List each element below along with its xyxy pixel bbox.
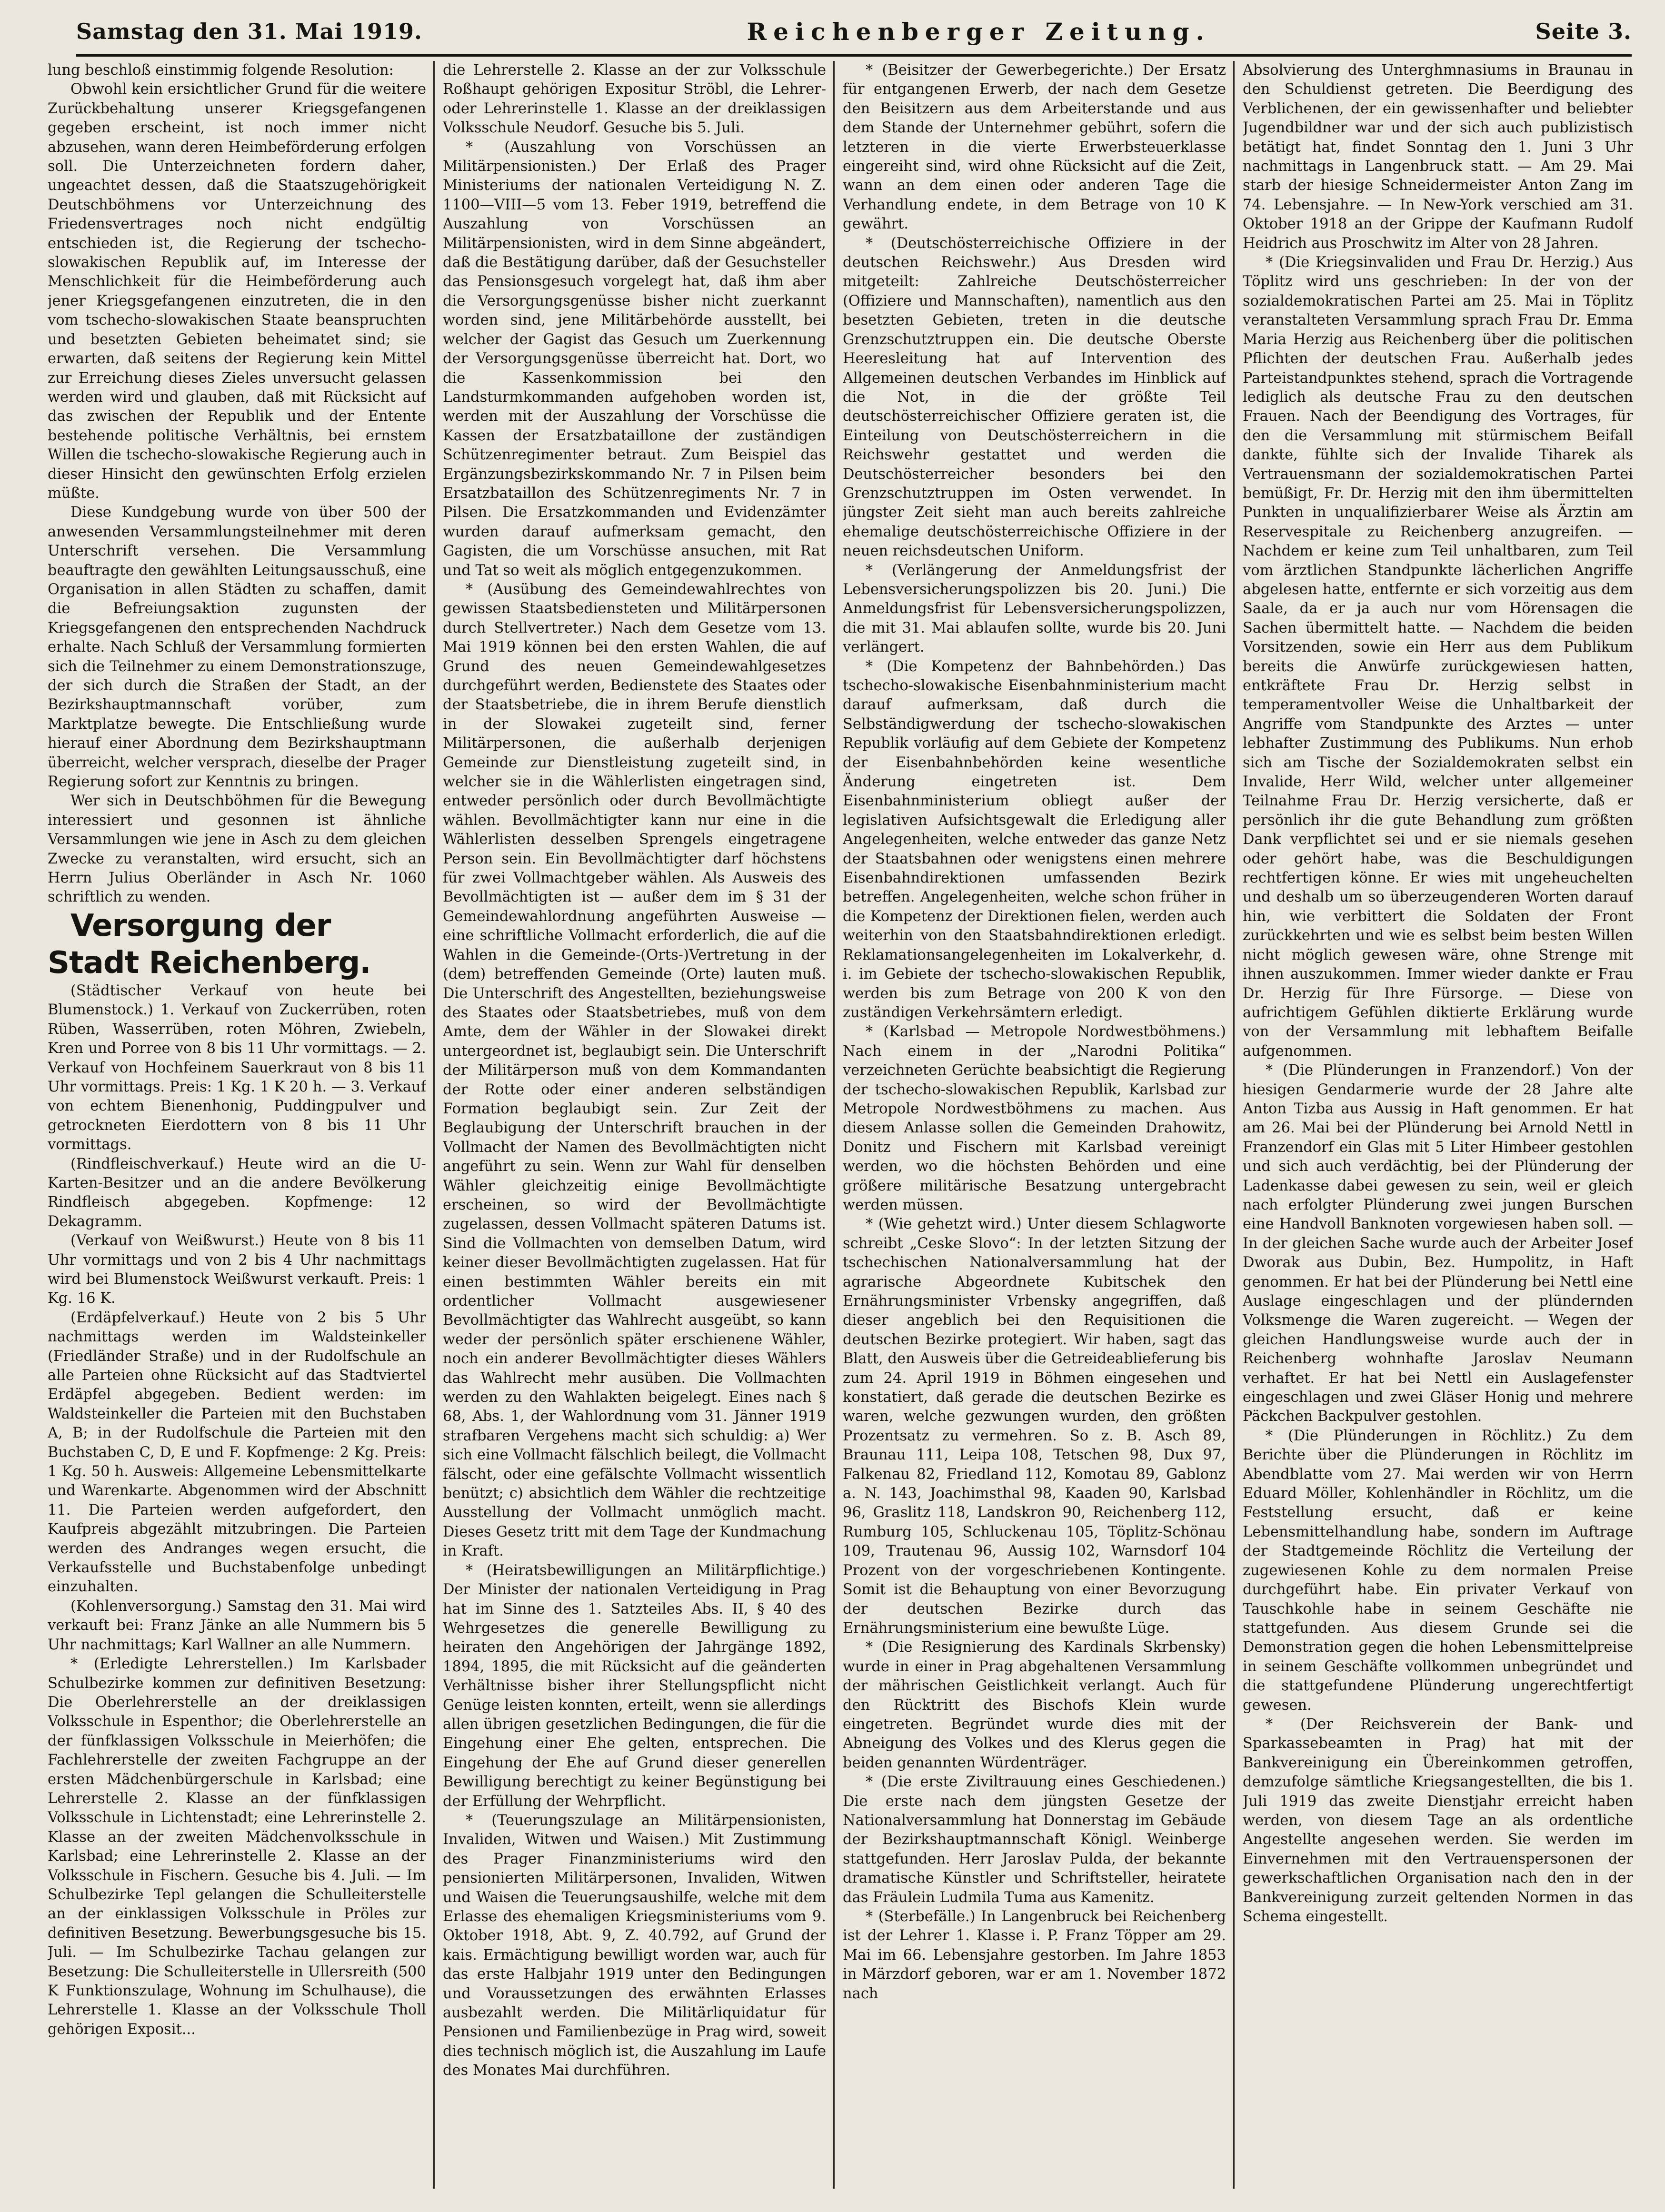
header-date: Samstag den 31. Mai 1919. bbox=[76, 19, 423, 44]
article-paragraph: * (Die Kriegsinvaliden und Frau Dr. Herzig.) Aus Töplitz wird uns geschrieben: In der von der sozialdemokratischen Partei am 25. Mai in Töplitz veranstalteten Versammlung sprach Frau Dr. Emma Maria Herzig aus Reichenberg über die politischen Pflichten der deutschen Frau. Außerhalb jedes Parteistandpunktes stehend, sprach die Vortragende lediglich als deutsche Frau zu den deutschen Frauen. Nach der Beendigung des Vortrages, für den die Versammlung mit stürmischem Beifall dankte, fühlte sich der Invalide Tiharek als Vertrauensmann der sozialdemokratischen Partei bemüßigt, Fr. Dr. Herzig mit den ihm übermittelten Punkten in unqualifizierbarer Weise als Ärztin am Reservespitale zu Reichenberg anzugreifen. — Nachdem er keine zum Teil unhaltbaren, zum Teil vom ärztlichen Standpunkte lächerlichen Angriffe abgelesen hatte, entfernte er sich vorzeitig aus dem Saale, da er ja auch nur vom Hörensagen die Sachen übermittelt hatte. — Nachdem die beiden Vorsitzenden, sowie ein Herr aus dem Publikum bereits die Anwürfe zurückgewiesen hatten, entkräftete Frau Dr. Herzig selbst in temperamentvoller Weise die Unhaltbarkeit der Angriffe vom Standpunkte des Arztes — unter lebhafter Zustimmung des Publikums. Nun erhob sich am Tische der Sozialdemokraten selbst ein Invalide, Herr Wild, welcher unter allgemeiner Teilnahme Frau Dr. Herzig versicherte, daß er persönlich ihr die gute Behandlung zum größten Dank verpflichtet sei und er sie niemals gesehen oder gehört habe, was die Beschuldigungen rechtfertigen könne. Er wies mit ungeheuchelten und deshalb um so überzeugenderen Worten darauf hin, wie verbittert die Soldaten der Front zurückkehrten und wie es selbst beim besten Willen nicht möglich gewesen wäre, ohne Strenge mit ihnen auszukommen. Immer wieder dankte er Frau Dr. Herzig für Ihre Fürsorge. — Diese von aufrichtigem Gefühlen diktierte Erklärung wurde von der Versammlung mit lebhaftem Beifalle aufgenommen. bbox=[1243, 254, 1633, 1060]
page-number: Seite 3. bbox=[1535, 19, 1632, 44]
newspaper-title: Reichenberger Zeitung. bbox=[747, 17, 1211, 46]
article-paragraph: (Kohlenversorgung.) Samstag den 31. Mai wird verkauft bei: Franz Jänke an alle Nummern bis 5 Uhr nachmittags; Karl Wallner an alle Nummern. bbox=[48, 1597, 426, 1653]
column-rule bbox=[433, 61, 435, 2189]
article-paragraph: die Lehrerstelle 2. Klasse an der zur Volksschule Roßhaupt gehörigen Expositur Ströbl, die Lehrer- oder Lehrerinstelle 1. Klasse an der dreiklassigen Volksschule Neudorf. Gesuche bis 5. Juli. bbox=[443, 62, 826, 137]
article-paragraph: (Verkauf von Weißwurst.) Heute von 8 bis 11 Uhr vormittags und von 2 bis 4 Uhr nachmittags wird bei Blumenstock Weißwurst verkauft. Preis: 1 Kg. 16 K. bbox=[48, 1232, 426, 1307]
page-header bbox=[76, 9, 1632, 57]
article-paragraph: * (Teuerungszulage an Militärpensionisten, Invaliden, Witwen und Waisen.) Mit Zustimmung des Prager Finanzministeriums wird den pensionierten Militärpersonen, Invaliden, Witwen und Waisen die Teuerungsaushilfe, welche mit dem Erlasse des ehemaligen Kriegsministeriums vom 9. Oktober 1918, Abt. 9, Z. 40.792, auf Grund der kais. Ermächtigung bewilligt worden war, auch für das erste Halbjahr 1919 unter den Bedingungen und Voraussetzungen des erwähnten Erlasses ausbezahlt werden. Die Militärliquidatur für Pensionen und Familienbezüge in Prag wird, soweit dies technisch möglich ist, die Auszahlung im Laufe des Monates Mai durchführen. bbox=[443, 1812, 826, 2079]
article-paragraph: * (Die Resignierung des Kardinals Skrbensky) wurde in einer in Prag abgehaltenen Versammlung der mährischen Geistlichkeit verlangt. Auch für den Rücktritt des Bischofs Klein wurde eingetreten. Begründet wurde dies mit der Abneigung des Volkes und des Klerus gegen die beiden genannten Würdenträger. bbox=[843, 1639, 1226, 1771]
article-paragraph: * (Ausübung des Gemeindewahlrechtes von gewissen Staatsbediensteten und Militärpersonen durch Stellvertreter.) Nach dem Gesetze vom 13. Mai 1919 können bei den ersten Wahlen, die auf Grund des neuen Gemeindewahlgesetzes durchgeführt werden, Bedienstete des Staates oder der Staatsbetriebe, die in ihrem Berufe dienstlich in der Slowakei zugeteilt sind, ferner Militärpersonen, die außerhalb derjenigen Gemeinde zur Dienstleistung zugeteilt sind, in welcher sie in die Wählerlisten eingetragen sind, entweder persönlich oder durch Bevollmächtigte wählen. Bevollmächtigter kann nur eine in die Wählerlisten desselben Sprengels eingetragene Person sein. Ein Bevollmächtigter darf höchstens für zwei Vollmachtgeber wählen. Als Ausweis des Bevollmächtigten ist — außer dem im § 31 der Gemeindewahlordnung angeführten Ausweise — eine schriftliche Vollmacht erforderlich, die auf die Wahlen in die Gemeinde-(Orts-)Vertretung in der (dem) betreffenden Gemeinde (Orte) lauten muß. Die Unterschrift des Angestellten, beziehungsweise des Staates oder Staatsbetriebes, muß von dem Amte, dem der Wähler in der Slowakei direkt untergeordnet ist, beglaubigt sein. Die Unterschrift der Militärperson muß von dem Kommandanten der Rotte oder einer anderen selbständigen Formation beglaubigt sein. Zur Zeit der Beglaubigung der Unterschrift brauchen in der Vollmacht der Namen des Bevollmächtigten nicht angeführt zu sein. Wenn zur Wahl für denselben Wähler gleichzeitig einige Bevollmächtigte erscheinen, so wird der Bevollmächtigte zugelassen, dessen Vollmacht späteren Datums ist. Sind die Vollmachten von demselben Datum, wird keiner dieser Bevollmächtigten zugelassen. Hat für einen bestimmten Wähler bereits ein mit ordentlicher Vollmacht ausgewiesener Bevollmächtigter das Wahlrecht ausgeübt, so kann weder der persönlich später erschienene Wähler, noch ein anderer Bevollmächtigter dieses Wählers das Wahlrecht mehr ausüben. Die Vollmachten werden zu den Wahlakten beigelegt. Eines nach § 68, Abs. 1, der Wahlordnung vom 31. Jänner 1919 strafbaren Vergehens macht sich schuldig: a) Wer sich eine Vollmacht fälschlich beilegt, die Vollmacht fälscht, oder eine gefälschte Vollmacht wissentlich benützt; c) absichtlich dem Wähler die rechtzeitige Ausstellung der Vollmacht unmöglich macht. Dieses Gesetz tritt mit dem Tage der Kundmachung in Kraft. bbox=[443, 581, 826, 1560]
article-paragraph: * (Sterbefälle.) In Langenbruck bei Reichenberg ist der Lehrer 1. Klasse i. P. Franz Töpper am 29. Mai im 66. Lebensjahre gestorben. Im Jahre 1853 in Märzdorf geboren, war er am 1. November 1872 nach bbox=[843, 1908, 1226, 2002]
column-1 bbox=[48, 61, 426, 2189]
article-paragraph: * (Die erste Ziviltrauung eines Geschiedenen.) Die erste nach dem jüngsten Gesetze der Nationalversammlung hat Donnerstag im Gebäude der Bezirkshauptmannschaft Königl. Weinberge stattgefunden. Herr Jaroslav Pulda, der bekannte dramatische Künstler und Schriftsteller, heiratete das Fräulein Ludmila Tuma aus Kamenitz. bbox=[843, 1774, 1226, 1906]
column-3 bbox=[843, 61, 1226, 2189]
article-paragraph: Diese Kundgebung wurde von über 500 der anwesenden Versammlungsteilnehmer mit deren Unterschrift versehen. Die Versammlung beauftragte den gewählten Leitungsausschuß, eine Organisation in allen Städten zu schaffen, damit die Befreiungsaktion zugunsten der Kriegsgefangenen den entsprechenden Nachdruck erhalte. Nach Schluß der Versammlung formierten sich die Teilnehmer zu einem Demonstrationszuge, der sich durch die Straßen der Stadt, an der Bezirkshauptmannschaft vorüber, zum Marktplatze bewegte. Die Entschließung wurde hierauf einer Abordnung dem Bezirkshauptmann überreicht, welcher versprach, dieselbe der Prager Regierung sofort zur Kenntnis zu bringen. bbox=[48, 504, 426, 791]
article-paragraph: (Erdäpfelverkauf.) Heute von 2 bis 5 Uhr nachmittags werden im Waldsteinkeller (Friedländer Straße) und in der Rudolfschule an alle Parteien ohne Rücksicht auf das Stadtviertel Erdäpfel abgegeben. Bedient werden: im Waldsteinkeller die Parteien mit den Buchstaben A, B; in der Rudolfschule die Parteien mit den Buchstaben C, D, E und F. Kopfmenge: 2 Kg. Preis: 1 Kg. 50 h. Ausweis: Allgemeine Lebensmittelkarte und Warenkarte. Abgenommen wird der Abschnitt 11. Die Parteien werden aufgefordert, den Kaufpreis abgezählt mitzubringen. Die Parteien werden des Andranges wegen ersucht, die Verkaufsstelle und Buchstabenfolge unbedingt einzuhalten. bbox=[48, 1309, 426, 1596]
article-paragraph: * (Die Plünderungen in Röchlitz.) Zu dem Berichte über die Plünderungen in Röchlitz im Abendblatte vom 27. Mai werden wir von Herrn Eduard Möller, Kohlenhändler in Röchlitz, um die Feststellung ersucht, daß er keine Lebensmittelhandlung habe, sondern im Auftrage der Stadtgemeinde Röchlitz die Verteilung der zugewiesenen Kohle zu dem normalen Preise durchgeführt habe. Ein privater Verkauf von Tauschkohle habe in seinem Geschäfte nie stattgefunden. Aus diesem Grunde sei die Demonstration gegen die hohen Lebensmittelpreise in seinem Geschäfte vollkommen unbegründet und die stattgefundene Plünderung ungerechtfertigt gewesen. bbox=[1243, 1427, 1633, 1714]
column-rule bbox=[1233, 61, 1235, 2189]
article-paragraph: Absolvierung des Unterghmnasiums in Braunau in den Schuldienst getreten. Die Beerdigung des Verblichenen, der ein gewissenhafter und beliebter Jugendbildner war und der sich auch publizistisch betätigt hat, findet Sonntag den 1. Juni 3 Uhr nachmittags in Langenbruck statt. — Am 29. Mai starb der hiesige Schneidermeister Anton Zang im 74. Lebensjahre. — In New-York verschied am 31. Oktober 1918 an der Grippe der Kaufmann Rudolf Heidrich aus Proschwitz im Alter von 28 Jahren. bbox=[1243, 62, 1633, 252]
article-paragraph: lung beschloß einstimmig folgende Resolution: bbox=[48, 62, 394, 79]
article-paragraph: Wer sich in Deutschböhmen für die Bewegung interessiert und gesonnen ist ähnliche Versammlungen wie jene in Asch zu dem gleichen Zwecke zu veranstalten, wird ersucht, sich an Herrn Julius Oberländer in Asch Nr. 1060 schriftlich zu wenden. bbox=[48, 793, 426, 906]
article-paragraph: Obwohl kein ersichtlicher Grund für die weitere Zurückbehaltung unserer Kriegsgefangenen gegeben erscheint, ist noch immer nicht abzusehen, wann deren Heimbeförderung erfolgen soll. Die Unterzeichneten fordern daher, ungeachtet dessen, daß die Staatszugehörigkeit Deutschböhmens vor Unterzeichnung des Friedensvertrages noch nicht endgültig entschieden ist, die Regierung der tschecho-slowakischen Republik auf, im Interesse der Menschlichkeit für die Heimbeförderung auch jener Kriegsgefangenen einzutreten, die in den vom tschecho-slowakischen Staate beanspruchten und besetzten Gebieten beheimatet sind; sie erwarten, daß seitens der Regierung kein Mittel zur Erreichung dieses Zieles unversucht gelassen werden wird und glauben, daß mit Rücksicht auf das zwischen der Republik und der Entente bestehende politische Verhältnis, bei ernstem Willen die tschecho-slowakische Regierung auch in dieser Hinsicht den gewünschten Erfolg erzielen müßte. bbox=[48, 81, 426, 502]
article-paragraph: * (Wie gehetzt wird.) Unter diesem Schlagworte schreibt „Ceske Slovo“: In der letzten Sitzung der tschechischen Nationalversammlung hat der agrarische Abgeordnete Kubitschek den Ernährungsminister Vrbensky angegriffen, daß dieser angeblich bei den Requisitionen die deutschen Bezirke protegiert. Wir haben, sagt das Blatt, den Ausweis über die Getreideablieferung bis zum 24. April 1919 in Böhmen eingesehen und konstatiert, daß gerade die deutschen Bezirke es waren, welche gezwungen wurden, den größten Prozentsatz zu vermehren. So z. B. Asch 89, Braunau 111, Leipa 108, Tetschen 98, Dux 97, Falkenau 82, Friedland 112, Komotau 89, Gablonz a. N. 143, Joachimsthal 98, Kaaden 90, Karlsbad 96, Graslitz 118, Landskron 90, Reichenberg 112, Rumburg 105, Schluckenau 105, Töplitz-Schönau 109, Trautenau 96, Aussig 102, Warnsdorf 104 Prozent von der vorgeschriebenen Kontingente. Somit ist die Behauptung von einer Bevorzugung der deutschen Bezirke durch das Ernährungsministerium eine bewußte Lüge. bbox=[843, 1216, 1226, 1637]
article-paragraph: * (Der Reichsverein der Bank- und Sparkassebeamten in Prag) hat mit der Bankvereinigung ein Übereinkommen getroffen, demzufolge sämtliche Kriegsangestellten, die bis 1. Juli 1919 das zweite Dienstjahr erreicht haben werden, von diesem Tage an als ordentliche Angestellte angesehen werden. Sie werden im Einvernehmen mit den Vertrauenspersonen der gewerkschaftlichen Organisation nach den in der Bankvereinigung zurzeit geltenden Normen in das Schema eingestellt. bbox=[1243, 1716, 1633, 1925]
section-heading: Versorgung der Stadt Reichenberg. bbox=[48, 908, 371, 981]
article-paragraph: * (Auszahlung von Vorschüssen an Militärpensionisten.) Der Erlaß des Prager Ministeriums der nationalen Verteidigung N. Z. 1100—VIII—5 vom 13. Feber 1919, betreffend die Auszahlung von Vorschüssen an Militärpensionisten, wird in dem Sinne abgeändert, daß die Bestätigung darüber, daß der Gesuchsteller das Pensionsgesuch vorgelegt hat, daß ihm aber die Versorgungsgenüsse bisher nicht zuerkannt worden sind, jene Militärbehörde ausstellt, bei welcher der Gagist das Gesuch um Zuerkennung der Versorgungsgenüsse überreicht hat. Dort, wo die Kassenkommission bei den Landsturmkommanden aufgehoben worden ist, werden mit der Auszahlung der Vorschüsse die Kassen der Ersatzbataillone der zuständigen Schützenregimenter betraut. Zum Beispiel das Ergänzungsbezirkskommando Nr. 7 in Pilsen beim Ersatzbataillon des Schützenregiments Nr. 7 in Pilsen. Die Ersatzkommanden und Evidenzämter wurden darauf aufmerksam gemacht, den Gagisten, die um Vorschüsse ansuchen, mit Rat und Tat so weit als möglich entgegenzukommen. bbox=[443, 139, 826, 579]
column-4 bbox=[1243, 61, 1633, 2189]
column-rule bbox=[833, 61, 835, 2189]
article-paragraph: (Rindfleischverkauf.) Heute wird an die U-Karten-Besitzer und an die andere Bevölkerung Rindfleisch abgegeben. Kopfmenge: 12 Dekagramm. bbox=[48, 1155, 426, 1230]
article-paragraph: (Städtischer Verkauf von heute bei Blumenstock.) 1. Verkauf von Zuckerrüben, roten Rüben, Wasserrüben, roten Möhren, Zwiebeln, Kren und Porree von 8 bis 11 Uhr vormittags. — 2. Verkauf von Hochfeinem Sauerkraut von 8 bis 11 Uhr vormittags. Preis: 1 Kg. 1 K 20 h. — 3. Verkauf von echtem Bienenhonig, Puddingpulver und getrockneten Eierdottern von 8 bis 11 Uhr vormittags. bbox=[48, 982, 426, 1153]
article-paragraph: * (Beisitzer der Gewerbegerichte.) Der Ersatz für entgangenen Erwerb, der nach dem Gesetze den Beisitzern aus dem Arbeiterstande und aus dem Stande der Unternehmer gebührt, sofern die letzteren in die vierte Erwerbsteuerklasse eingereiht sind, wird ohne Rücksicht auf die Zeit, wann an dem einen oder anderen Tage die Verhandlung endete, in dem Betrage von 10 K gewährt. bbox=[843, 62, 1226, 233]
article-paragraph: * (Die Kompetenz der Bahnbehörden.) Das tschecho-slowakische Eisenbahnministerium macht darauf aufmerksam, daß durch die Selbständigwerdung der tschecho-slowakischen Republik vorläufig auf dem Gebiete der Kompetenz der Eisenbahnbehörden keine wesentliche Änderung eingetreten ist. Dem Eisenbahnministerium obliegt außer der legislativen Aufsichtsgewalt die Erledigung aller Angelegenheiten, welche entweder das ganze Netz der Staatsbahnen oder wenigstens einen mehrere Eisenbahndirektionen umfassenden Bezirk betreffen. Angelegenheiten, welche schon früher in die Kompetenz der Direktionen fielen, werden auch weiterhin von den Staatsbahndirektionen erledigt. Reklamationsangelegenheiten im Lokalverkehr, d. i. im Gebiete der tschecho-slowakischen Republik, werden bis zum Betrage von 200 K von den zuständigen Verkehrsämtern erledigt. bbox=[843, 658, 1226, 1021]
column-2 bbox=[443, 61, 826, 2189]
article-paragraph: * (Erledigte Lehrerstellen.) Im Karlsbader Schulbezirke kommen zur definitiven Besetzung: Die Oberlehrerstelle an der dreiklassigen Volksschule in Espenthor; die Oberlehrerstelle an der fünfklassigen Volksschule in Meierhöfen; die Fachlehrerstelle der zweiten Fachgruppe an der ersten Mädchenbürgerschule in Karlsbad; eine Lehrerstelle 2. Klasse an der fünfklassigen Volksschule in Lichtenstadt; eine Lehrerinstelle 2. Klasse an der zweiten Mädchenvolksschule in Karlsbad; eine Lehrerinstelle 2. Klasse an der Volksschule in Fischern. Gesuche bis 4. Juli. — Im Schulbezirke Tepl gelangen die Schulleiterstelle an der einklassigen Volksschule in Pröles zur definitiven Besetzung. Bewerbungsgesuche bis 15. Juli. — Im Schulbezirke Tachau gelangen zur Besetzung: Die Schulleiterstelle in Ullersreith (500 K Funktionszulage, Wohnung im Schulhause), die Lehrerstelle 1. Klasse an der Volksschule Tholl gehörigen Exposit... bbox=[48, 1656, 426, 2038]
article-paragraph: * (Verlängerung der Anmeldungsfrist der Lebensversicherungspolizzen bis 20. Juni.) Die Anmeldungsfrist für Lebensversicherungspolizzen, die mit 31. Mai ablaufen sollte, wurde bis 20. Juni verlängert. bbox=[843, 562, 1226, 656]
article-paragraph: * (Deutschösterreichische Offiziere in der deutschen Reichswehr.) Aus Dresden wird mitgeteilt: Zahlreiche Deutschösterreicher (Offiziere und Mannschaften), namentlich aus den besetzten Gebieten, treten in die deutsche Grenzschutztruppen ein. Die deutsche Oberste Heeresleitung hat auf Intervention des Allgemeinen deutschen Verbandes im Hinblick auf die Not, in die der größte Teil deutschösterreichischer Offiziere geraten ist, die Einteilung von Deutschösterreichern in die Reichswehr gestattet und werden die Deutschösterreicher besonders bei den Grenzschutztruppen im Osten verwendet. In jüngster Zeit sieht man auch bereits zahlreiche ehemalige deutschösterreichische Offiziere in der neuen reichsdeutschen Uniform. bbox=[843, 235, 1226, 560]
article-paragraph: * (Die Plünderungen in Franzendorf.) Von der hiesigen Gendarmerie wurde der 28 Jahre alte Anton Tizba aus Aussig in Haft genommen. Er hat am 26. Mai bei der Plünderung bei Arnold Nettl in Franzendorf ein Glas mit 5 Liter Himbeer gestohlen und sich auch verdächtig, bei der Plünderung der Ladenkasse dabei gewesen zu sein, weil er gleich nach erfolgter Plünderung zwei jungen Burschen eine Handvoll Banknoten vorgewiesen haben soll. — In der gleichen Sache wurde auch der Arbeiter Josef Dworak aus Dubin, Bez. Humpolitz, in Haft genommen. Er hat bei der Plünderung bei Nettl eine Auslage eingeschlagen und der plündernden Volksmenge die Waren zugereicht. — Wegen der gleichen Handlungsweise wurde auch der in Reichenberg wohnhafte Jaroslav Neumann verhaftet. Er hat bei Nettl ein Auslagefenster eingeschlagen und zwei Gläser Honig und mehrere Päckchen Backpulver gestohlen. bbox=[1243, 1062, 1633, 1425]
article-paragraph: * (Karlsbad — Metropole Nordwestböhmens.) Nach einem in der „Narodni Politika“ verzeichneten Gerüchte beabsichtigt die Regierung der tschecho-slowakischen Republik, Karlsbad zur Metropole Nordwestböhmens zu machen. Aus diesem Anlasse sollen die Gemeinden Drahowitz, Donitz und Fischern mit Karlsbad vereinigt werden, wo die höchsten Behörden und eine größere militärische Besatzung untergebracht werden müssen. bbox=[843, 1023, 1226, 1213]
article-paragraph: * (Heiratsbewilligungen an Militärpflichtige.) Der Minister der nationalen Verteidigung in Prag hat im Sinne des 1. Satzteiles Abs. II, § 40 des Wehrgesetzes die generelle Bewilligung zu heiraten den Angehörigen der Jahrgänge 1892, 1894, 1895, die mit Rücksicht auf die geänderten Verhältnisse bisher ihrer Stellungspflicht nicht Genüge leisten konnten, erteilt, wenn sie allerdings allen übrigen gesetzlichen Bedingungen, die für die Eingehung einer Ehe gelten, entsprechen. Die Eingehung der Ehe auf Grund dieser generellen Bewilligung berechtigt zu keiner Begünstigung bei der Erfüllung der Wehrpflicht. bbox=[443, 1562, 826, 1810]
